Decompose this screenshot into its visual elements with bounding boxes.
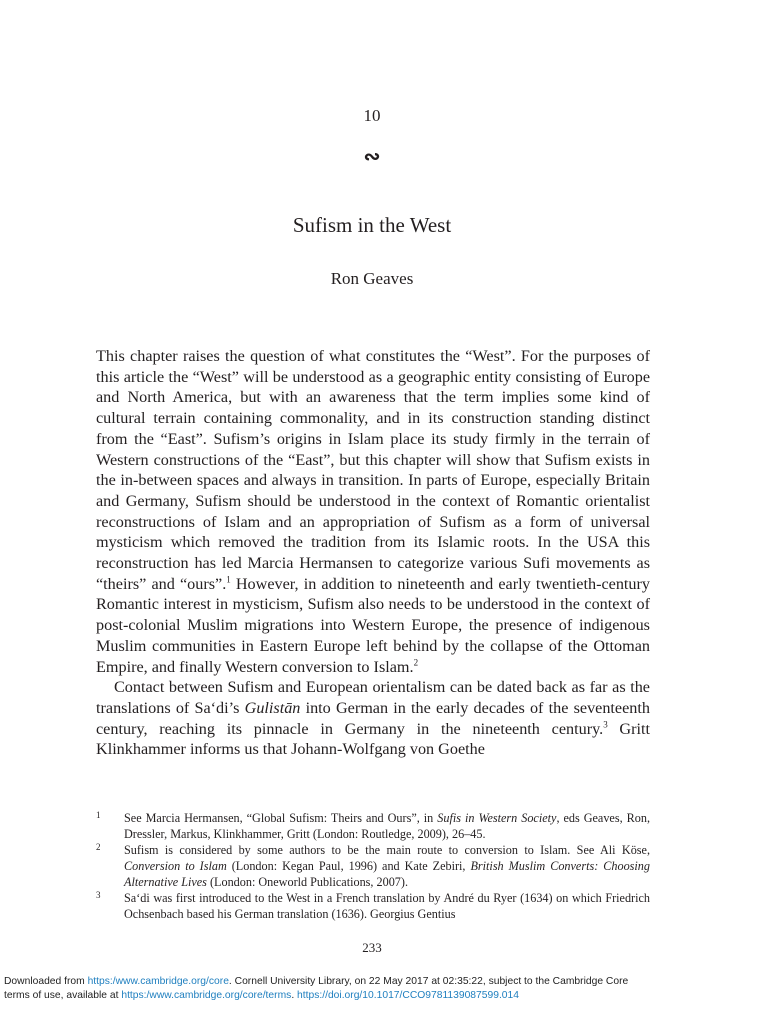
footnote-2 [96,842,650,890]
footnote-ref-1: 1 [226,574,231,585]
cambridge-core-link[interactable]: https:/www.cambridge.org/core [87,976,229,987]
paragraph-1-text-b: However, in addition to nineteenth and early twentieth-century Romantic interest in mysticism, Sufism also needs to be understood in the context of post-colonial Muslim migrations into Western Europe, the presence of indigenous Muslim communities in Eastern Europe left behind by the collapse of the Ottoman Empire, and finally Western conversion to Islam. [96,574,650,676]
footnote-mark-3: 3 [96,890,101,900]
footnote-2-text-b: (London: Kegan Paul, 1996) and Kate Zebiri, [226,859,471,873]
page-number: 233 [362,940,382,955]
chapter-author: Ron Geaves [330,269,414,288]
body-text [96,346,650,760]
ornament-icon: ∾ [363,146,381,168]
footnote-1-italic: Sufis in Western Society [437,811,557,825]
footnote-2-italic-a: Conversion to Islam [124,859,227,873]
footnote-mark-2: 2 [96,842,101,852]
footnotes [96,810,650,922]
footnote-2-text-a: Sufism is considered by some authors to be the main route to conversion to Islam. See Ali Köse, [124,843,650,857]
chapter-title: Sufism in the West [292,213,452,237]
footnote-2-italic-b: British Muslim Converts: Choosing Alternative Lives [124,859,650,889]
paragraph-2-text-c: Gritt Klinkhammer informs us that Johann-Wolfgang von Goethe [96,719,650,759]
download-note-text-1: Downloaded from [4,976,88,987]
download-note-text-4: . [291,990,298,1001]
footnote-2-text-c: (London: Oneworld Publications, 2007). [206,875,408,889]
footnote-1-text-b: , eds Geaves, Ron, Dressler, Markus, Klinkhammer, Gritt (London: Routledge, 2009), 26–45. [124,811,650,841]
download-note-text-3: terms of use, available at [4,990,122,1001]
footnote-ref-2: 2 [413,657,419,668]
paragraph-1-text-a: This chapter raises the question of what constitutes the “West”. For the purposes of this article the “West” will be understood as a geographic entity consisting of Europe and North America, but with an awareness that the term implies some kind of cultural terrain containing commonality, and in its construction standing distinct from the “East”. Sufism’s origins in Islam place its study firmly in the terrain of Western constructions of the “East”, but this chapter will show that Sufism exists in the in-between spaces and always in transition. In parts of Europe, especially Britain and Germany, Sufism should be understood in the context of Romantic orientalist reconstructions of Islam and an appropriation of Sufism as a form of universal mysticism which removed the tradition from its Islamic roots. In the USA this reconstruction has led Marcia Hermansen to categorize various Sufi movements as “theirs” and “ours”. [96,347,650,593]
paragraph-2-text-a: Contact between Sufism and European orientalism can be dated back as far as the translations of Sa‘di’s [96,678,650,717]
footnote-mark-1: 1 [96,810,101,820]
footnote-1 [96,810,650,842]
footnote-ref-3: 3 [603,719,608,730]
paragraph-1 [96,346,650,677]
footnote-3 [96,890,650,922]
paragraph-2-text-b: into German in the early decades of the seventeenth century, reaching its pinnacle in Germany in the nineteenth century. [96,698,650,738]
terms-link[interactable]: https:/www.cambridge.org/core/terms [121,990,292,1001]
download-note [4,975,764,1003]
download-note-text-2: . Cornell University Library, on 22 May 2017 at 02:35:22, subject to the Cambridge Core [228,976,629,987]
paragraph-2 [96,677,650,760]
footnote-1-text-a: See Marcia Hermansen, “Global Sufism: Theirs and Ours”, in [124,811,438,825]
chapter-number: 10 [363,106,381,125]
doi-link[interactable]: https://doi.org/10.1017/CCO9781139087599.014 [297,990,519,1001]
gulistan-title: Gulistān [244,698,301,717]
footnote-3-text: Sa‘di was first introduced to the West in a French translation by André du Ryer (1634) on which Friedrich Ochsenbach based his German translation (1636). Georgius Gentius [124,891,650,921]
